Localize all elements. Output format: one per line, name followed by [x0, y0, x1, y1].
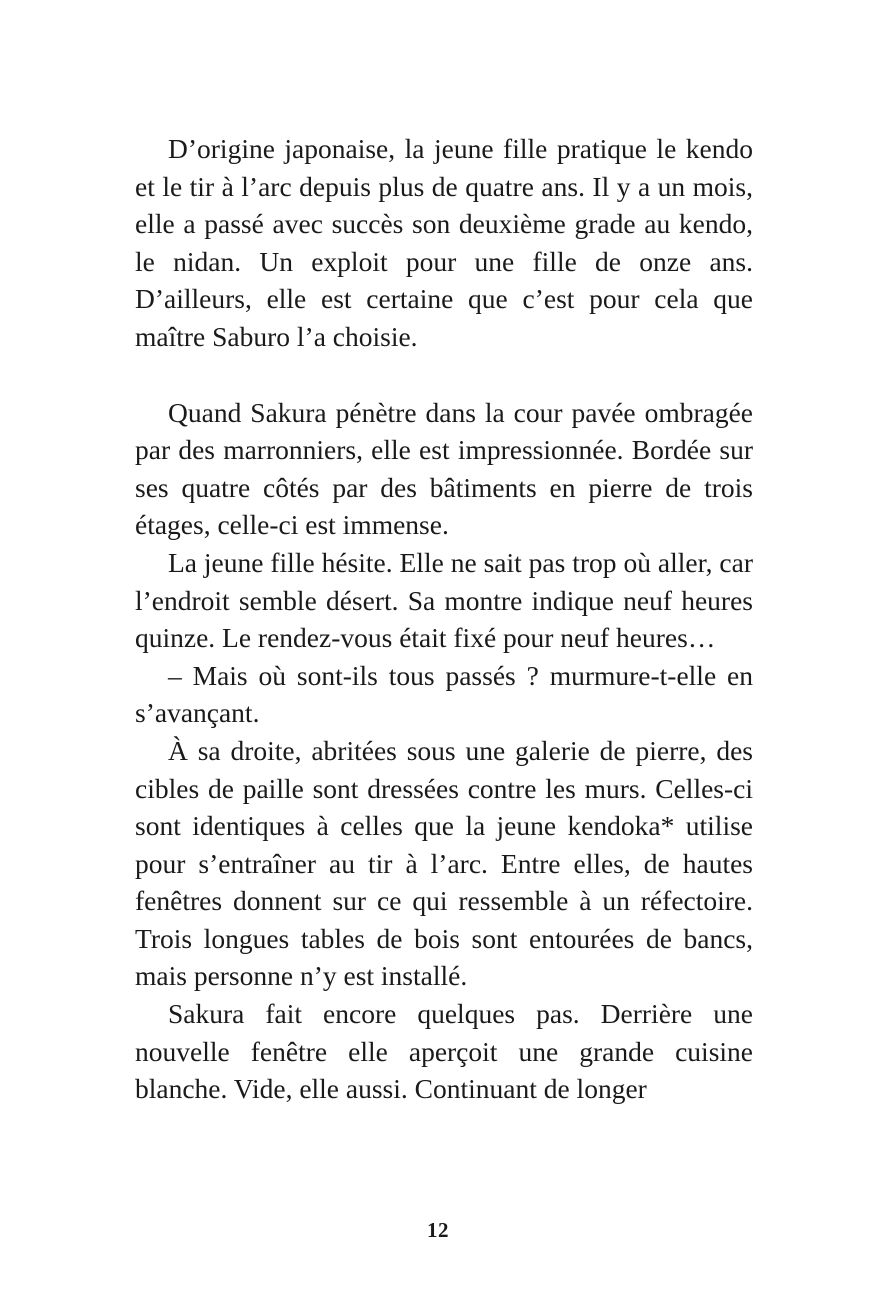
- paragraph: À sa droite, abritées sous une galerie de pierre, des cibles de paille sont dressées contre les murs. Celles-ci sont identiques à celles que la jeune kendoka* utilise pour s’entraîner au tir à l’arc. Entre elles, de hautes fenêtres donnent sur ce qui ressemble à un réfectoire. Trois longues tables de bois sont entourées de bancs, mais personne n’y est installé.: [135, 734, 753, 992]
- paragraph: Quand Sakura pénètre dans la cour pavée ombragée par des marronniers, elle est impressionnée. Bordée sur ses quatre côtés par des bâtiments en pierre de trois étages, celle-ci est immense.: [135, 396, 753, 541]
- paragraph: D’origine japonaise, la jeune fille pratique le kendo et le tir à l’arc depuis plus de quatre ans. Il y a un mois, elle a passé avec succès son deuxième grade au kendo, le nidan. Un exploit pour une fille de onze ans. D’ailleurs, elle est certaine que c’est pour cela que maître Saburo l’a choisie.: [135, 133, 753, 352]
- section-break: [135, 356, 753, 394]
- paragraph: Sakura fait encore quelques pas. Derrière une nouvelle fenêtre elle aperçoit une grande cuisine blanche. Vide, elle aussi. Continuant de longer: [135, 998, 753, 1105]
- paragraph: La jeune fille hésite. Elle ne sait pas trop où aller, car l’endroit semble désert. Sa montre indique neuf heures quinze. Le rendez-vous était fixé pour neuf heures…: [135, 546, 753, 654]
- dialogue-paragraph: – Mais où sont-ils tous passés ? murmure-t-elle en s’avançant.: [135, 659, 753, 729]
- page-number: 12: [427, 1218, 449, 1242]
- body-text: [135, 130, 753, 1108]
